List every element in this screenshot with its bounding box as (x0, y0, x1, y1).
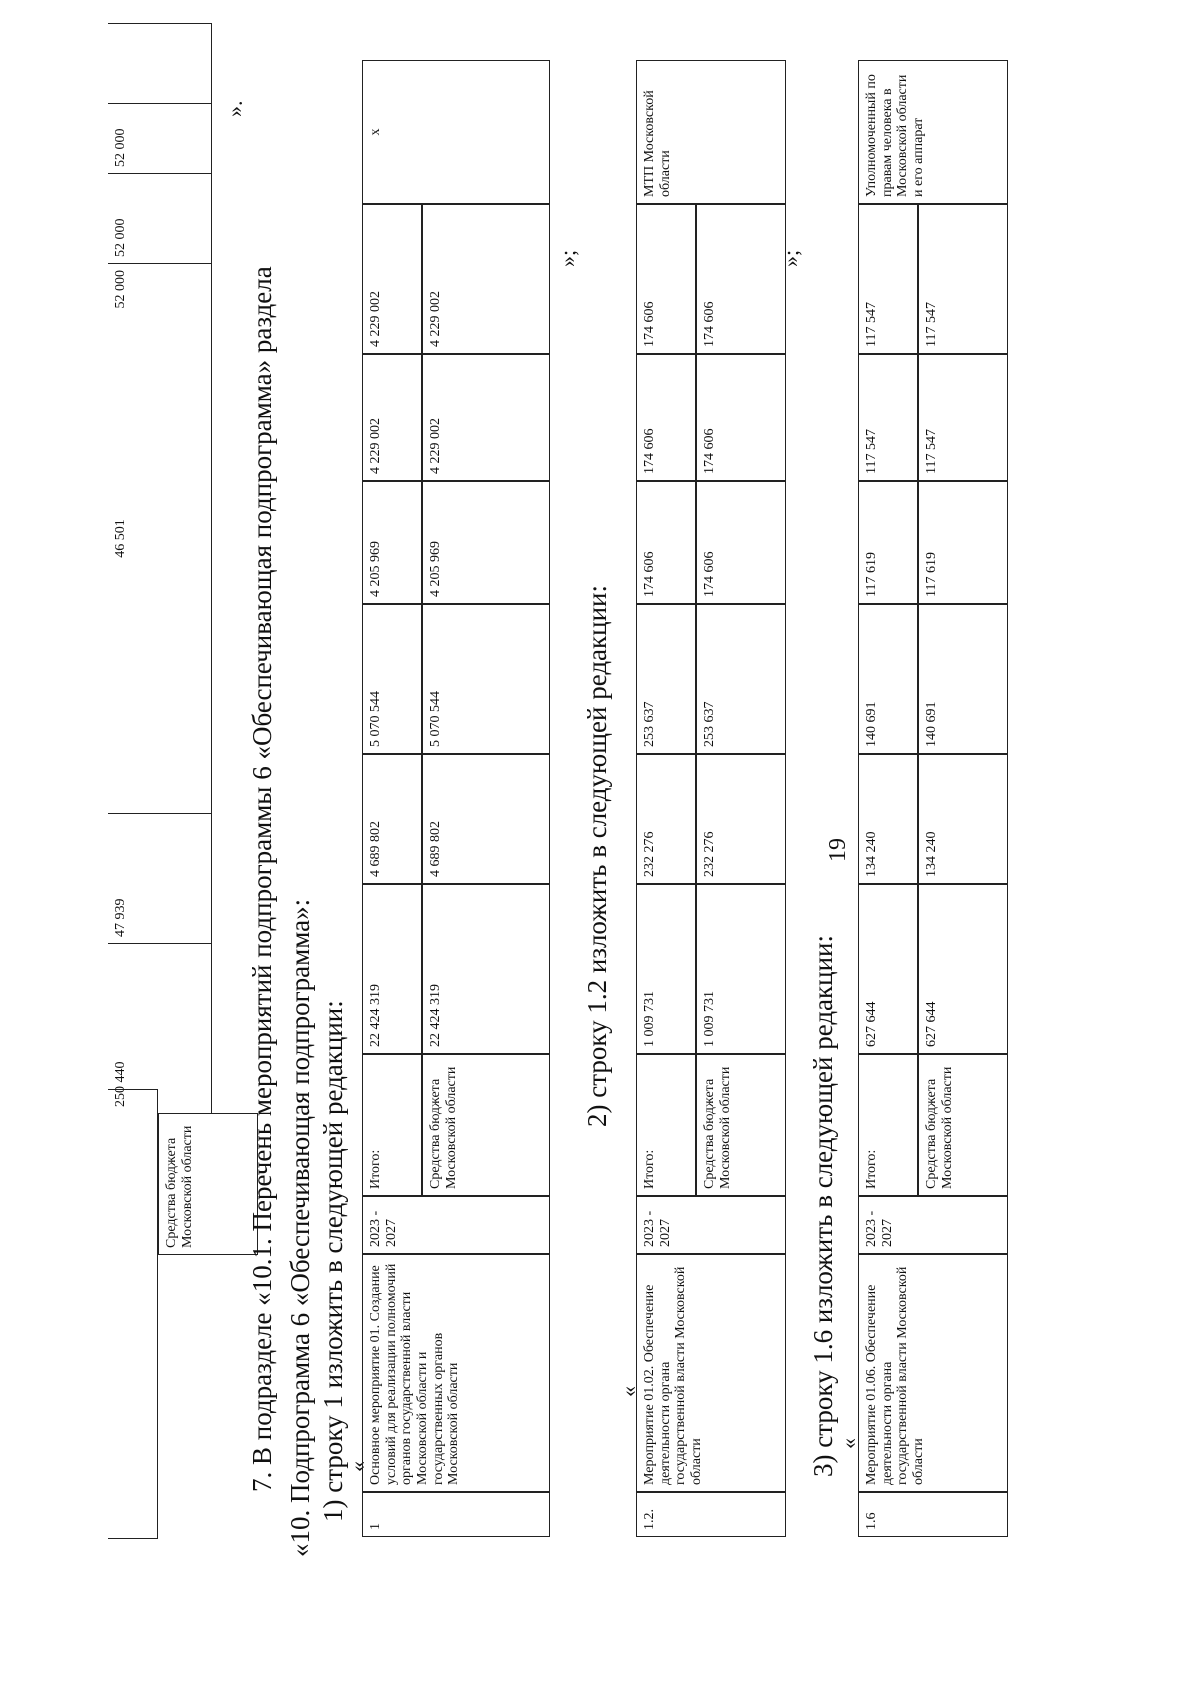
open-quote: « (836, 1438, 861, 1449)
value-cell: 4 205 969 (422, 481, 550, 604)
value-cell: 22 424 319 (422, 884, 550, 1054)
row-period: 2023 - 2027 (636, 1196, 786, 1254)
top-table-value: 52 000 (108, 173, 212, 263)
close-quote: »; (555, 249, 580, 267)
intro-line-1: 7. В подразделе «10.1. Перечень мероприятий подпрограммы 6 «Обеспечивающая подпрограмма» раздела (247, 266, 277, 1492)
value-cell: 232 276 (636, 754, 696, 884)
top-table-value: 52 000 (108, 263, 212, 413)
value-cell: 174 606 (636, 204, 696, 354)
row-period: 2023 - 2027 (362, 1196, 550, 1254)
value-cell: 117 619 (858, 481, 918, 604)
close-quote: ». (222, 100, 247, 117)
top-table-source: Средства бюджета Московской области (158, 1113, 258, 1255)
value-cell: 253 637 (696, 604, 786, 754)
value-cell: 134 240 (858, 754, 918, 884)
value-cell: 174 606 (696, 204, 786, 354)
value-cell: 140 691 (858, 604, 918, 754)
top-table-value: 52 000 (108, 103, 212, 173)
top-table-value: 250 440 (108, 943, 212, 1113)
page-number: 19 (825, 838, 851, 862)
value-cell: 5 070 544 (422, 604, 550, 754)
value-cell: 4 205 969 (362, 481, 422, 604)
executor-cell: Уполномоченный по правам человека в Московской области и его аппарат (858, 60, 1008, 204)
source-label: Средства бюджета Московской области (422, 1054, 550, 1196)
executor-cell: х (362, 60, 550, 204)
open-quote: « (616, 1386, 641, 1397)
value-cell: 117 619 (918, 481, 1008, 604)
value-cell: 253 637 (636, 604, 696, 754)
close-quote: »; (778, 249, 803, 267)
value-cell: 4 689 802 (362, 754, 422, 884)
value-cell: 4 229 002 (362, 204, 422, 354)
value-cell: 174 606 (696, 354, 786, 481)
source-label: Средства бюджета Московской области (696, 1054, 786, 1196)
value-cell: 117 547 (918, 204, 1008, 354)
source-label: Средства бюджета Московской области (918, 1054, 1008, 1196)
executor-cell: МТП Московской области (636, 60, 786, 204)
value-cell: 117 547 (858, 354, 918, 481)
total-label: Итого: (636, 1054, 696, 1196)
value-cell: 140 691 (918, 604, 1008, 754)
value-cell: 174 606 (636, 481, 696, 604)
top-table-blank-cell (108, 1089, 158, 1539)
intro-line-2: «10. Подпрограмма 6 «Обеспечивающая подпрограмма»: (285, 898, 315, 1557)
section3-heading: 3) строку 1.6 изложить в следующей редакции: (808, 934, 838, 1477)
value-cell: 5 070 544 (362, 604, 422, 754)
value-cell: 134 240 (918, 754, 1008, 884)
row-period: 2023 - 2027 (858, 1196, 1008, 1254)
value-cell: 232 276 (696, 754, 786, 884)
row-number: 1.6 (858, 1492, 1008, 1537)
value-cell: 117 547 (918, 354, 1008, 481)
row-name: Основное мероприятие 01. Создание условий для реализации полномочий органов государственной власти Московской области и государственных органов Московской области (362, 1254, 550, 1492)
value-cell: 117 547 (858, 204, 918, 354)
value-cell: 1 009 731 (636, 884, 696, 1054)
value-cell: 174 606 (636, 354, 696, 481)
open-quote: « (345, 1461, 370, 1472)
top-table-value: 47 939 (108, 813, 212, 943)
total-label: Итого: (858, 1054, 918, 1196)
row-number: 1.2. (636, 1492, 786, 1537)
value-cell: 4 229 002 (422, 204, 550, 354)
value-cell: 4 689 802 (422, 754, 550, 884)
row-number: 1 (362, 1492, 550, 1537)
value-cell: 4 229 002 (362, 354, 422, 481)
value-cell: 174 606 (696, 481, 786, 604)
intro-line-3: 1) строку 1 изложить в следующей редакции: (318, 1000, 348, 1522)
value-cell: 4 229 002 (422, 354, 550, 481)
value-cell: 627 644 (858, 884, 918, 1054)
value-cell: 627 644 (918, 884, 1008, 1054)
top-table-empty-cell (108, 23, 212, 103)
value-cell: 22 424 319 (362, 884, 422, 1054)
row-name: Мероприятие 01.06. Обеспечение деятельности органа государственной власти Московской области (858, 1254, 1008, 1492)
total-label: Итого: (362, 1054, 422, 1196)
section2-heading: 2) строку 1.2 изложить в следующей редакции: (582, 584, 612, 1127)
row-name: Мероприятие 01.02. Обеспечение деятельности органа государственной власти Московской области (636, 1254, 786, 1492)
top-table-value: 46 501 (108, 263, 212, 813)
value-cell: 1 009 731 (696, 884, 786, 1054)
